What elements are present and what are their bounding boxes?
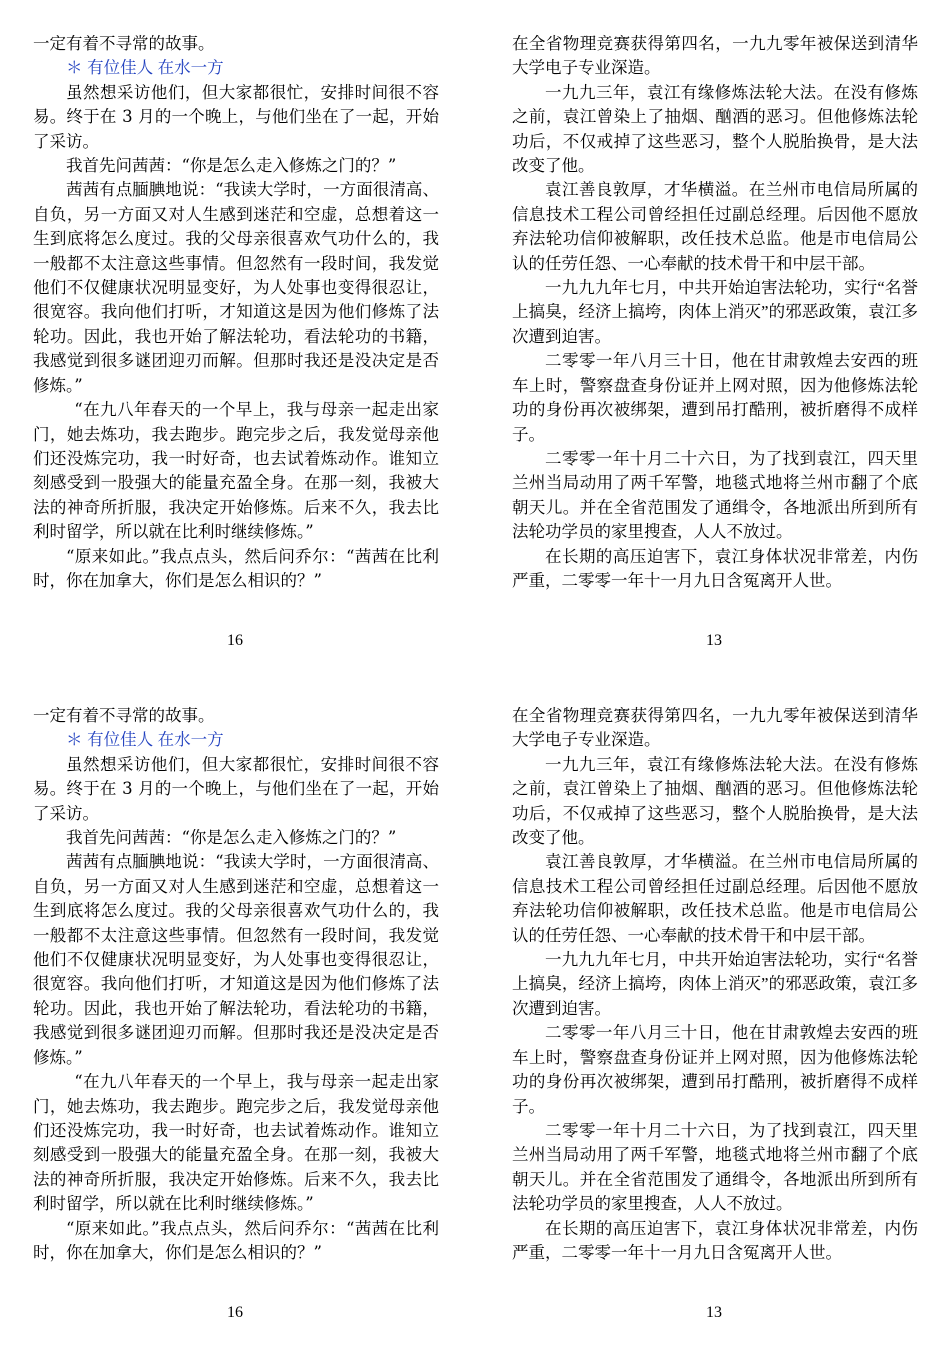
page-number: 16 [227,632,243,649]
paragraph: “原来如此。”我点点头，然后问乔尔：“茜茜在比利时，你在加拿大，你们是怎么相识的？” [33,1218,439,1262]
paragraph: 在长期的高压迫害下，袁江身体状况非常差，内伤严重，二零零一年十一月九日含冤离开人世。 [512,546,918,590]
paragraph: 二零零一年十月二十六日，为了找到袁江，四天里兰州当局动用了两千军警，地毯式地将兰州市翻了个底朝天儿。并在全省范围发了通缉令，各地派出所到所有法轮功学员的家里搜查，人人不放过。 [512,448,918,542]
sheet-top [0,0,950,672]
paragraph: 一九九九年七月，中共开始迫害法轮功，实行“名誉上搞臭，经济上搞垮，肉体上消灭”的邪恶政策，袁江多次遭到迫害。 [512,950,918,1018]
paragraph: 在长期的高压迫害下，袁江身体状况非常差，内伤严重，二零零一年十一月九日含冤离开人世。 [512,1218,918,1262]
paragraph: 袁江善良敦厚，才华横溢。在兰州市电信局所属的信息技术工程公司曾经担任过副总经理。后因他不愿放弃法轮功信仰被解职，改任技术总监。他是市电信局公认的任劳任怨、一心奉献的技术骨干和中层干部。 [512,180,918,273]
page-number: 13 [706,1304,722,1321]
paragraph: 二零零一年八月三十日，他在甘肃敦煌去安西的班车上时，警察盘查身份证并上网对照，因为他修炼法轮功的身份再次被绑架，遭到吊打酷刑，被折磨得不成样子。 [512,351,918,444]
paragraph: 虽然想采访他们，但大家都很忙，安排时间很不容易。终于在 3 月的一个晚上，与他们坐在了一起，开始了采访。 [33,754,439,823]
paragraph: 虽然想采访他们，但大家都很忙，安排时间很不容易。终于在 3 月的一个晚上，与他们坐在了一起，开始了采访。 [33,82,439,151]
paragraph: 二零零一年八月三十日，他在甘肃敦煌去安西的班车上时，警察盘查身份证并上网对照，因为他修炼法轮功的身份再次被绑架，遭到吊打酷刑，被折磨得不成样子。 [512,1023,918,1116]
continuation-text: 在全省物理竞赛获得第四名，一九九零年被保送到清华大学电子专业深造。 [512,34,918,78]
paragraph: 袁江善良敦厚，才华横溢。在兰州市电信局所属的信息技术工程公司曾经担任过副总经理。后因他不愿放弃法轮功信仰被解职，改任技术总监。他是市电信局公认的任劳任怨、一心奉献的技术骨干和中层干部。 [512,852,918,945]
paragraph: 一九九三年，袁江有缘修炼法轮大法。在没有修炼之前，袁江曾染上了抽烟、酗酒的恶习。但他修炼法轮功后，不仅戒掉了这些恶习，整个人脱胎换骨，是大法改变了他。 [512,754,918,848]
sheet-bottom [0,672,950,1344]
paragraph: “在九八年春天的一个早上，我与母亲一起走出家门，她去炼功，我去跑步。跑完步之后，我发觉母亲他们还没炼完功，我一时好奇，也去试着炼动作。谁知立刻感受到一股强大的能量充盈全身。在那一刻，我被大法的神奇所折服，我决定开始修炼。后来不久，我去比利时留学，所以就在比利时继续修炼。” [33,400,439,542]
paragraph: 我首先问茜茜：“你是怎么走入修炼之门的？” [66,156,397,176]
page-number: 16 [227,1304,243,1321]
left-page [33,32,439,593]
paragraph: 一九九三年，袁江有缘修炼法轮大法。在没有修炼之前，袁江曾染上了抽烟、酗酒的恶习。但他修炼法轮功后，不仅戒掉了这些恶习，整个人脱胎换骨，是大法改变了他。 [512,82,918,176]
paragraph: 茜茜有点腼腆地说：“我读大学时，一方面很清高、自负，另一方面又对人生感到迷茫和空虚，总想着这一生到底将怎么度过。我的父母亲很喜欢气功什么的，我一般都不太注意这些事情。但忽然有一段时间，我发觉他们不仅健康状况明显变好，为人处事也变得很忍让，很宽容。我向他们打听，才知道这是因为他们修炼了法轮功。因此，我也开始了解法轮功，看法轮功的书籍，我感觉到很多谜团迎刃而解。但那时我还是没决定是否修炼。” [33,180,439,395]
paragraph: 茜茜有点腼腆地说：“我读大学时，一方面很清高、自负，另一方面又对人生感到迷茫和空虚，总想着这一生到底将怎么度过。我的父母亲很喜欢气功什么的，我一般都不太注意这些事情。但忽然有一段时间，我发觉他们不仅健康状况明显变好，为人处事也变得很忍让，很宽容。我向他们打听，才知道这是因为他们修炼了法轮功。因此，我也开始了解法轮功，看法轮功的书籍，我感觉到很多谜团迎刃而解。但那时我还是没决定是否修炼。” [33,852,439,1067]
right-page [512,704,918,1265]
paragraph: 一九九九年七月，中共开始迫害法轮功，实行“名誉上搞臭，经济上搞垮，肉体上消灭”的邪恶政策，袁江多次遭到迫害。 [512,278,918,346]
paragraph: “在九八年春天的一个早上，我与母亲一起走出家门，她去炼功，我去跑步。跑完步之后，我发觉母亲他们还没炼完功，我一时好奇，也去试着炼动作。谁知立刻感受到一股强大的能量充盈全身。在那一刻，我被大法的神奇所折服，我决定开始修炼。后来不久，我去比利时留学，所以就在比利时继续修炼。” [33,1072,439,1214]
page-number: 13 [706,632,722,649]
continuation-text: 在全省物理竞赛获得第四名，一九九零年被保送到清华大学电子专业深造。 [512,706,918,750]
section-heading: ＊ 有位佳人 在水一方 [66,731,224,750]
left-page [33,704,439,1265]
paragraph: “原来如此。”我点点头，然后问乔尔：“茜茜在比利时，你在加拿大，你们是怎么相识的？” [33,546,439,590]
section-heading: ＊ 有位佳人 在水一方 [66,59,224,78]
right-page [512,32,918,593]
continuation-text: 一定有着不寻常的故事。 [33,34,215,53]
continuation-text: 一定有着不寻常的故事。 [33,706,215,725]
paragraph: 二零零一年十月二十六日，为了找到袁江，四天里兰州当局动用了两千军警，地毯式地将兰州市翻了个底朝天儿。并在全省范围发了通缉令，各地派出所到所有法轮功学员的家里搜查，人人不放过。 [512,1120,918,1214]
paragraph: 我首先问茜茜：“你是怎么走入修炼之门的？” [66,828,397,848]
